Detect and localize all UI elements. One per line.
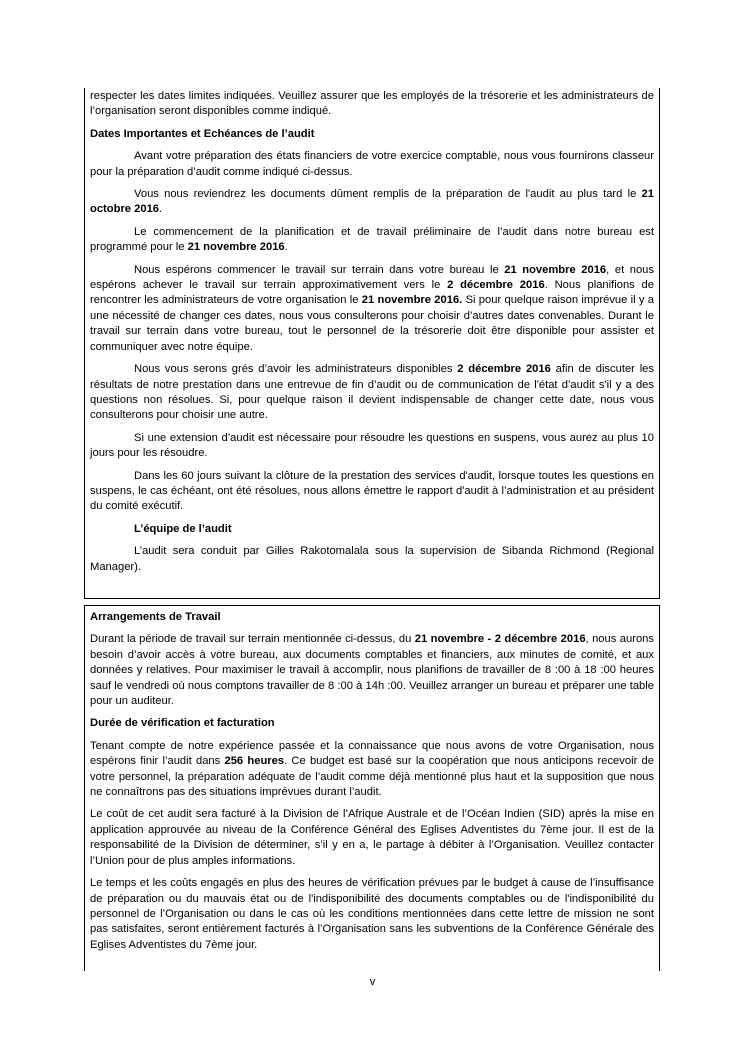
paragraph-audit-team: L’audit sera conduit par Gilles Rakotomalala sous la supervision de Sibanda Richmond (Regional Manager).: [90, 545, 654, 573]
paragraph-arrangements: Durant la période de travail sur terrain mentionnée ci-dessus, du 21 novembre - 2 décembre 2016, nous aurons besoin d’avoir accès à votre bureau, aux documents comptables et financiers, aux minutes de comité, et aux données y relatives. Pour maximiser le travail à accomplir, nous planifions de travailler de 8 :00 à 18 :00 heures sauf le vendredi où nous comptons travailler de 8 :00 à 14h :00. Veuillez arranger un bureau et préparer une table pour un auditeur.: [90, 633, 654, 708]
paragraph-audit-binder: Avant votre préparation des états financiers de votre exercice comptable, nous vous fournirons classeur pour la préparation d’audit comme indiqué ci-dessus.: [90, 150, 654, 178]
paragraph-extension: Si une extension d’audit est nécessaire pour résoudre les questions en suspens, vous aurez au plus 10 jours pour les résoudre.: [90, 431, 654, 460]
work-arrangements-section: [84, 605, 660, 971]
paragraph-cost: Le coût de cet audit sera facturé à la Division de l’Afrique Australe et de l’Océan Indien (SID) après la mise en application approuvée au niveau de la Conférence Général des Eglises Adventistes du 7ème jour. Il est de la responsabilité de la Division de déterminer, s’il y en a, le partage à débiter à l’Organisation. Veuillez contacter l’Union pour de plus amples informations.: [90, 808, 654, 867]
audit-dates-section: [84, 88, 660, 599]
heading-duration-billing: Durée de vérification et facturation: [90, 717, 275, 730]
paragraph-report: Dans les 60 jours suivant la clôture de la prestation des services d'audit, lorsque toutes les questions en suspens, le cas échéant, ont été résolues, nous allons émettre le rapport d'audit à l’administration et au président du comité exécutif.: [90, 469, 654, 513]
paragraph-budget-hours: Tenant compte de notre expérience passée et la connaissance que nous avons de votre Organisation, nous espérons finir l’audit dans 256 heures. Ce budget est basé sur la coopération que nous anticipons recevoir de votre personnel, la préparation adéquate de l’audit comme déjà mentionné plus haut et la supposition que nous ne connaîtrons pas des situations imprévues durant l’audit.: [90, 739, 654, 799]
paragraph-fieldwork: Nous espérons commencer le travail sur terrain dans votre bureau le 21 novembre 2016, et nous espérons achever le travail sur terrain approximativement vers le 2 décembre 2016. Nous planifions de rencontrer les administrateurs de votre organisation le 21 novembre 2016. Si pour quelque raison imprévue il y a une nécessité de changer ces dates, nous vous consulterons pour choisir d’autres dates convenables. Durant le travail sur terrain dans votre bureau, tout le personnel de la trésorerie doit être disponible pour assister et communiquer avec notre équipe.: [90, 263, 655, 353]
heading-audit-team: L’équipe de l’audit: [134, 522, 232, 535]
paragraph-planning-start: Le commencement de la planification et de travail préliminaire de l’audit dans notre bureau est programmé pour le 21 novembre 2016.: [90, 225, 654, 254]
paragraph-exit-meeting: Nous vous serons grés d’avoir les administrateurs disponibles 2 décembre 2016 afin de discuter les résultats de notre prestation dans une entrevue de fin d’audit ou de communication de l'état d’audit s'il y a des questions non résolues. Si, pour quelque raison il devient indispensable de changer cette date, nous vous consulterons pour choisir une autre.: [90, 363, 655, 422]
page-number: v: [369, 976, 376, 988]
paragraph-return-documents: Vous nous reviendrez les documents dûment remplis de la préparation de l'audit au plus tard le 21 octobre 2016.: [90, 188, 654, 216]
heading-work-arrangements: Arrangements de Travail: [90, 611, 221, 623]
heading-important-dates: Dates Importantes et Echéances de l’audit: [90, 127, 315, 140]
paragraph-continuation: respecter les dates limites indiquées. Veuillez assurer que les employés de la trésorerie et les administrateurs de l’organisation seront disponibles comme indiqué.: [90, 90, 654, 118]
paragraph-extra-costs: Le temps et les coûts engagés en plus des heures de vérification prévues par le budget à cause de l’insuffisance de préparation ou du mauvais état ou de l'indisponibilité des documents comptables ou de l'indisponibilité du personnel de l’Organisation ou dans le cas où les conditions mentionnées dans cette lettre de mission ne sont pas satisfaites, seront entièrement facturés à l’Organisation sans les subventions de la Conférence Générale des Eglises Adventistes du 7ème jour.: [90, 877, 654, 951]
